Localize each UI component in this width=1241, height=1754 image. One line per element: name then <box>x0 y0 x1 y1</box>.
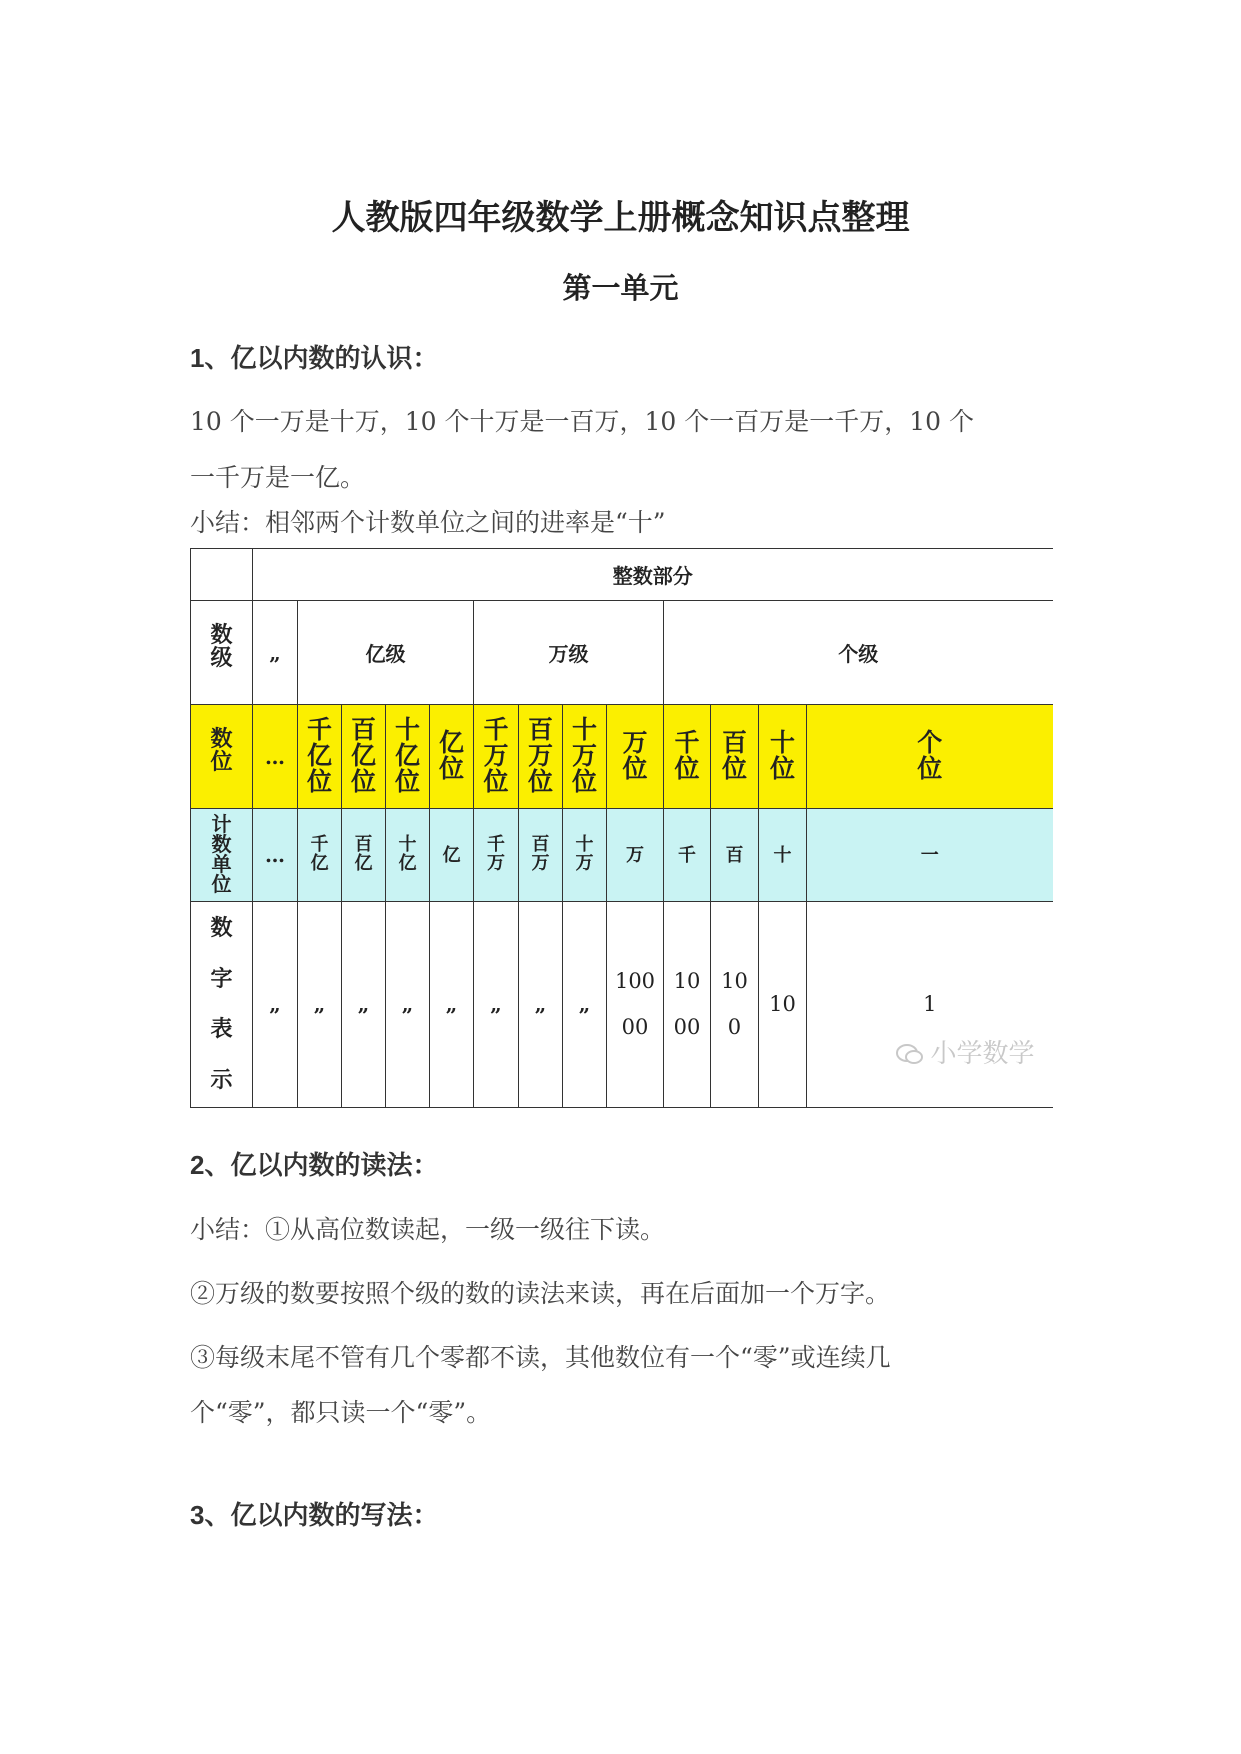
place-cell: 十 亿 位 <box>386 704 430 809</box>
row-label-shuji: 数 级 <box>191 601 253 705</box>
number-cell: 100 00 <box>607 901 664 1107</box>
number-cell: 10 <box>759 901 807 1107</box>
unit-cell: 万 <box>607 809 664 901</box>
place-cell: 百 位 <box>711 704 759 809</box>
unit-cell: 百 <box>711 809 759 901</box>
place-cell: 千 位 <box>664 704 711 809</box>
place-cell: 十 万 位 <box>563 704 607 809</box>
wechat-icon <box>895 1043 925 1065</box>
section2-p1: 小结：①从高位数读起，一级一级往下读。 <box>190 1215 666 1244</box>
number-cell: 10 0 <box>711 901 759 1107</box>
ditto-mark: „ <box>342 901 386 1107</box>
unit-cell: 一 <box>807 809 1053 901</box>
unit-cell: 百 亿 <box>342 809 386 901</box>
ditto-mark: „ <box>430 901 474 1107</box>
unit-cell: 亿 <box>430 809 474 901</box>
place-cell: 个 位 <box>807 704 1053 809</box>
unit-cell: 千 <box>664 809 711 901</box>
ditto-mark: „ <box>474 901 519 1107</box>
place-cell: 万 位 <box>607 704 664 809</box>
table-header: 整数部分 <box>253 549 1053 601</box>
level-yi: 亿级 <box>298 601 474 705</box>
row-label-shuwei: 数 位 <box>191 704 253 809</box>
row-label-jishu: 计 数 单 位 <box>191 809 253 901</box>
unit-cell: 百 万 <box>519 809 563 901</box>
section2-p3b: 个“零”，都只读一个“零”。 <box>190 1398 492 1427</box>
place-value-table <box>190 548 1052 1108</box>
place-cell: 百 亿 位 <box>342 704 386 809</box>
unit-cell: 十 <box>759 809 807 901</box>
ellipsis: … <box>253 704 298 809</box>
ditto-mark: „ <box>253 601 298 705</box>
ditto-mark: „ <box>519 901 563 1107</box>
place-cell: 亿 位 <box>430 704 474 809</box>
section3-heading: 3、亿以内数的写法： <box>190 1500 439 1530</box>
place-cell: 千 万 位 <box>474 704 519 809</box>
section2-heading: 2、亿以内数的读法： <box>190 1150 439 1180</box>
ellipsis: … <box>253 809 298 901</box>
unit-cell: 千 万 <box>474 809 519 901</box>
number-cell: 1 小学数学 <box>807 901 1053 1107</box>
unit-cell: 十 亿 <box>386 809 430 901</box>
corner-cell <box>191 549 253 601</box>
section1-line1: 10 个一万是十万，10 个十万是一百万，10 个一百万是一千万，10 个 <box>190 407 975 436</box>
unit-title: 第一单元 <box>562 271 679 305</box>
section2-p3a: ③每级末尾不管有几个零都不读，其他数位有一个“零”或连续几 <box>190 1343 891 1372</box>
unit-cell: 十 万 <box>563 809 607 901</box>
number-cell: 10 00 <box>664 901 711 1107</box>
section1-heading: 1、亿以内数的认识： <box>190 343 439 373</box>
section1-line2: 一千万是一亿。 <box>190 463 366 492</box>
unit-cell: 千 亿 <box>298 809 342 901</box>
ditto-mark: „ <box>386 901 430 1107</box>
section1-summary: 小结：相邻两个计数单位之间的进率是“十” <box>190 508 666 537</box>
ditto-mark: „ <box>298 901 342 1107</box>
level-wan: 万级 <box>474 601 664 705</box>
page-title: 人教版四年级数学上册概念知识点整理 <box>331 198 910 238</box>
place-cell: 百 万 位 <box>519 704 563 809</box>
place-cell: 千 亿 位 <box>298 704 342 809</box>
ditto-mark: „ <box>253 901 298 1107</box>
watermark: 小学数学 <box>895 1026 1035 1083</box>
ditto-mark: „ <box>563 901 607 1107</box>
place-cell: 十 位 <box>759 704 807 809</box>
row-label-shuzi: 数 字 表 示 <box>191 901 253 1107</box>
section2-p2: ②万级的数要按照个级的数的读法来读，再在后面加一个万字。 <box>190 1279 891 1308</box>
level-ge: 个级 <box>664 601 1053 705</box>
